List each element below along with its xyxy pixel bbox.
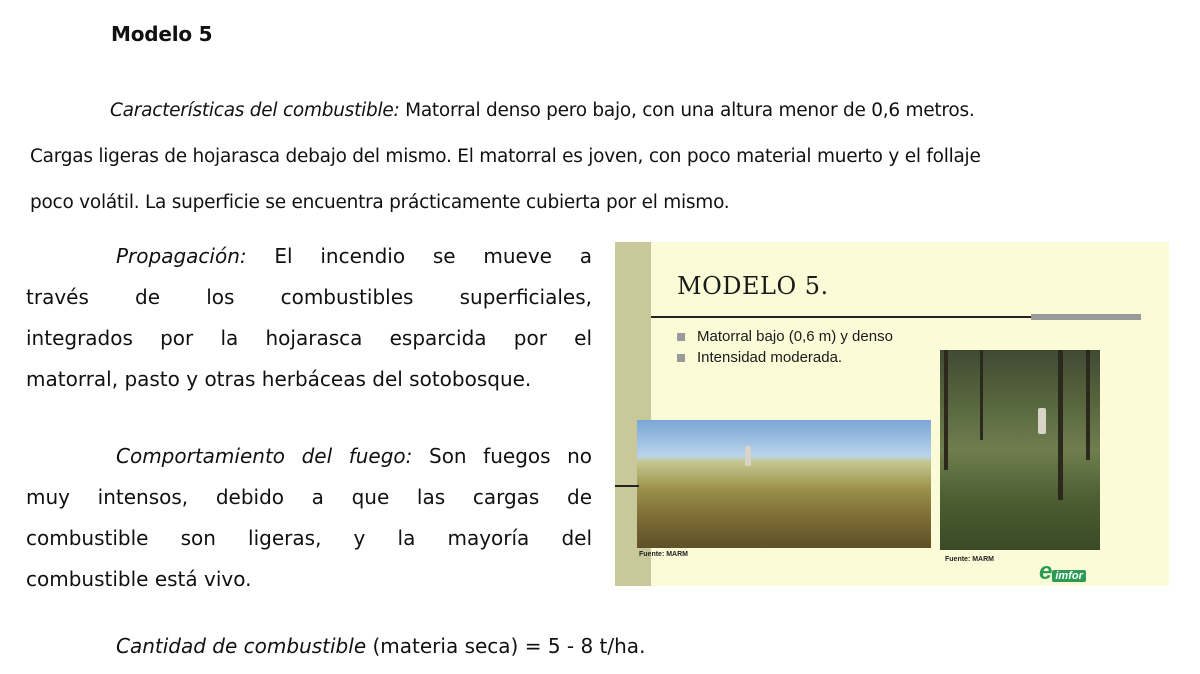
comportamiento-line-3: combustible son ligeras, y la mayoría del [26,526,592,550]
slide-lower-rule [615,485,639,487]
shrubland-photo [637,420,931,548]
propagacion-label: Propagación: [116,244,247,268]
propagacion-line-4: matorral, pasto y otras herbáceas del sotobosque. [26,367,532,391]
left-column [26,236,592,600]
tree-trunk [1086,350,1090,460]
propagacion-line-3: integrados por la hojarasca esparcida por el [26,326,592,350]
slide-bullet: Intensidad moderada. [677,347,893,368]
comportamiento-line-2: muy intensos, debido a que las cargas de [26,485,592,509]
section-heading: Modelo 5 [111,22,213,46]
slide-bullets [677,326,893,368]
square-bullet-icon [677,354,685,362]
comportamiento-line-1: Comportamiento del fuego: Son fuegos no [116,444,593,468]
photo-source-left: Fuente: MARM [639,551,688,558]
propagacion-line-2: través de los combustibles superficiales, [26,285,592,309]
slide-figure [615,242,1169,586]
forest-photo [940,350,1100,550]
emfor-logo: eimfor [1039,558,1086,586]
tree-trunk [1058,350,1063,500]
propagacion-line-1: Propagación: El incendio se mueve a [116,244,592,268]
intro-line-3: poco volátil. La superficie se encuentra prácticamente cubierta por el mismo. [30,192,730,213]
intro-label: Características del combustible: [110,100,400,121]
slide-divider-accent [1031,314,1141,320]
comportamiento-paragraph [26,436,592,600]
intro-paragraph [30,88,1090,226]
intro-line-2: Cargas ligeras de hojarasca debajo del mismo. El matorral es joven, con poco material muerto y el follaje [30,146,981,167]
comportamiento-line-4: combustible está vivo. [26,567,252,591]
comportamiento-label: Comportamiento del fuego: [116,444,413,468]
person-figure [1038,408,1046,434]
cantidad-value: (materia seca) = 5 - 8 t/ha. [366,634,646,658]
cantidad-line [116,634,645,658]
slide-bullet: Matorral bajo (0,6 m) y denso [677,326,893,347]
photo-source-right: Fuente: MARM [945,556,994,563]
tree-trunk [944,350,948,470]
cantidad-label: Cantidad de combustible [116,634,367,658]
intro-line-1: Características del combustible: Matorral denso pero bajo, con una altura menor de 0,6 metros. [110,100,975,121]
square-bullet-icon [677,333,685,341]
person-figure [745,446,751,466]
slide-title: MODELO 5. [677,272,829,300]
tree-trunk [980,350,983,440]
propagacion-paragraph [26,236,592,400]
